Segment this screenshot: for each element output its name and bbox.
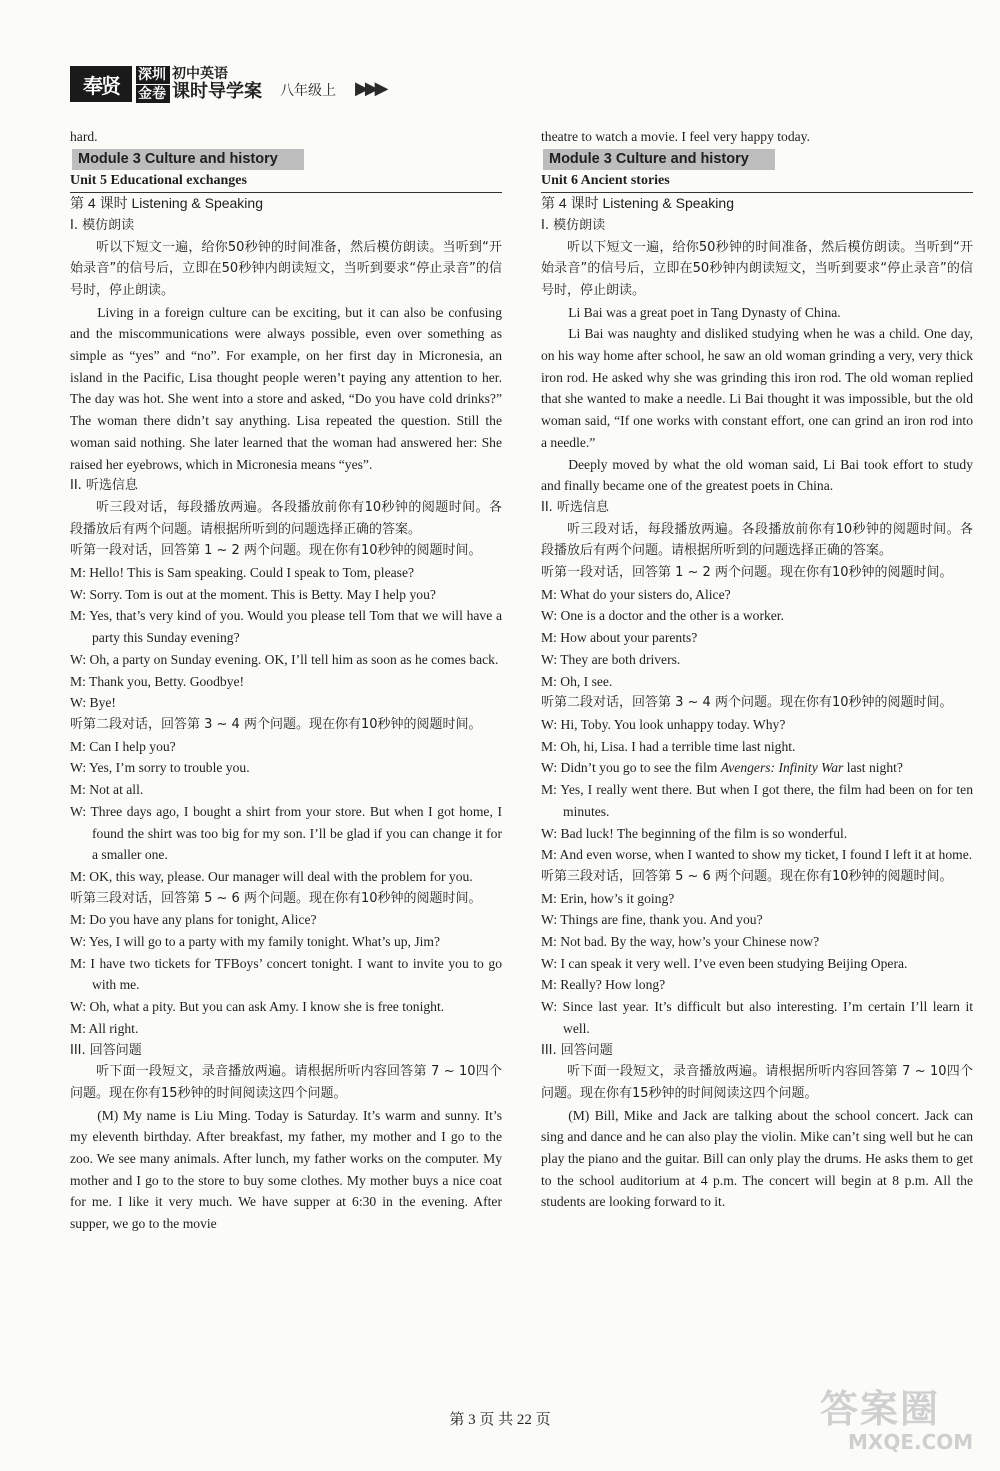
listening-passage: (M) Bill, Mike and Jack are talking about the school concert. Jack can sing and dance and he can also play the violin. Mike can’t sing well but he can play the piano and the guitar. Bill can only play the drums. He asks them to get to the school auditorium at 4 p.m. The concert will begin at 8 p.m. All the students are looking forward to it.: [541, 1107, 973, 1210]
dialogue-line: W: Things are fine, thank you. And you?: [541, 912, 763, 928]
film-title: Avengers: Infinity War: [720, 760, 844, 776]
dialogue-line: M: All right.: [70, 1020, 139, 1036]
instruction-text: 听下面一段短文，录音播放两遍。请根据所听内容回答第 7 ~ 10四个问题。现在你有15秒钟的时间阅读这四个问题。: [541, 1064, 973, 1101]
section-heading: III. 回答问题: [70, 1042, 142, 1058]
module-heading: Module 3 Culture and history: [543, 149, 775, 171]
dialogue-line: M: Oh, I see.: [541, 673, 613, 689]
dialogue-line: W: Since last year. It’s difficult but also interesting. I’m certain I’ll learn it well.: [541, 999, 973, 1036]
dialogue-line: W: Oh, a party on Sunday evening. OK, I’ll tell him as soon as he comes back.: [70, 651, 499, 667]
dialogue-line: W: Yes, I will go to a party with my family tonight. What’s up, Jim?: [70, 934, 441, 950]
dialogue-intro: 听第三段对话，回答第 5 ~ 6 两个问题。现在你有10秒钟的阅题时间。: [70, 890, 482, 906]
lesson-heading: 第 4 课时 Listening & Speaking: [70, 195, 263, 212]
dialogue-line: M: Can I help you?: [70, 738, 176, 754]
dialogue-line: W: They are both drivers.: [541, 651, 681, 667]
instruction-text: 听下面一段短文，录音播放两遍。请根据所听内容回答第 7 ~ 10四个问题。现在你有15秒钟的时间阅读这四个问题。: [70, 1064, 502, 1101]
dialogue-line: M: And even worse, when I wanted to show my ticket, I found I left it at home.: [541, 847, 973, 863]
instruction-text: 听以下短文一遍，给你50秒钟的时间准备，然后模仿朗读。当听到“开始录音”的信号后，立即在50秒钟内朗读短文，当听到要求“停止录音”的信号时，停止朗读。: [541, 239, 973, 298]
left-column: [70, 126, 502, 1235]
arrow-icon: ▶▶▶: [355, 78, 385, 98]
dialogue-line: M: Not at all.: [70, 782, 144, 798]
dialogue-line: W: Hi, Toby. You look unhappy today. Why?: [541, 716, 786, 732]
lesson-heading: 第 4 课时 Listening & Speaking: [541, 195, 734, 212]
dialogue-line: M: How about your parents?: [541, 630, 698, 646]
dialogue-line: M: What do your sisters do, Alice?: [541, 586, 731, 602]
dialogue-intro: 听第二段对话，回答第 3 ~ 4 两个问题。现在你有10秒钟的阅题时间。: [541, 695, 953, 711]
instruction-text: 听三段对话，每段播放两遍。各段播放前你有10秒钟的阅题时间。各段播放后有两个问题。请根据所听到的问题选择正确的答案。: [70, 499, 502, 537]
dialogue-line: M: Thank you, Betty. Goodbye!: [70, 673, 245, 689]
section-heading: I. 模仿朗读: [70, 217, 135, 233]
brand-badge: 深圳 金卷: [136, 66, 170, 102]
dialogue-intro: 听第一段对话，回答第 1 ~ 2 两个问题。现在你有10秒钟的阅题时间。: [541, 565, 953, 581]
instruction-text: 听以下短文一遍，给你50秒钟的时间准备，然后模仿朗读。当听到“开始录音”的信号后，立即在50秒钟内朗读短文，当听到要求“停止录音”的信号时，停止朗读。: [70, 239, 502, 298]
right-column: [541, 126, 973, 1213]
dialogue-line: W: Sorry. Tom is out at the moment. This is Betty. May I help you?: [70, 586, 436, 602]
dialogue-line: M: Yes, I really went there. But when I got there, the film had been on for ten minutes.: [541, 782, 973, 819]
brand-title: 初中英语 课时导学案: [172, 66, 262, 102]
watermark-url: MXQE.COM: [848, 1430, 974, 1454]
unit-heading: Unit 5 Educational exchanges: [70, 170, 502, 193]
dialogue-line: M: OK, this way, please. Our manager will deal with the problem for you.: [70, 868, 473, 884]
dialogue-line: M: Do you have any plans for tonight, Alice?: [70, 912, 317, 928]
module-heading: Module 3 Culture and history: [72, 149, 304, 171]
watermark-logo: 答案圈: [820, 1387, 941, 1431]
dialogue-line: W: I can speak it very well. I’ve even been studying Beijing Opera.: [541, 955, 908, 971]
dialogue-line: M: Erin, how’s it going?: [541, 890, 675, 906]
dialogue-line: M: Really? How long?: [541, 977, 666, 993]
dialogue-line: M: Oh, hi, Lisa. I had a terrible time last night.: [541, 738, 796, 754]
instruction-text: 听三段对话，每段播放两遍。各段播放前你有10秒钟的阅题时间。各段播放后有两个问题。请根据所听到的问题选择正确的答案。: [541, 521, 973, 559]
dialogue-line: M: Not bad. By the way, how’s your Chinese now?: [541, 934, 820, 950]
grade-label: 八年级上: [280, 83, 336, 99]
dialogue-line: M: Hello! This is Sam speaking. Could I speak to Tom, please?: [70, 565, 415, 581]
dialogue-line: W: Three days ago, I bought a shirt from your store. But when I got home, I found the shirt was too big for my son. I’ll be glad if you can change it for a smaller one.: [70, 803, 502, 863]
dialogue-line: M: I have two tickets for TFBoys’ concert tonight. I want to invite you to go with me.: [70, 955, 502, 993]
reading-passage: Li Bai was naughty and disliked studying when he was a child. One day, on his way home after school, he saw an old woman grinding a very, very thick iron rod. He asked why she was grinding this iron rod. The old woman replied that she wanted to make a needle. Li Bai thought it was impossible, but the old woman said, “If one works with constant effort, one can grind an iron rod into a needle.”: [541, 326, 973, 450]
dialogue-intro: 听第二段对话，回答第 3 ~ 4 两个问题。现在你有10秒钟的阅题时间。: [70, 716, 482, 732]
section-heading: III. 回答问题: [541, 1042, 613, 1058]
dialogue-line: M: Yes, that’s very kind of you. Would you please tell Tom that we will have a party this Sunday evening?: [70, 608, 502, 646]
reading-passage: Living in a foreign culture can be exciting, but it can also be confusing and the miscommunications were always possible, even over something as simple as “yes” and “no”. For example, on her first day in Micronesia, an island in the Pacific, Lisa thought people weren’t paying any attention to her. The day was hot. She went into a store and asked, “Do you have cold drinks?” The woman there didn’t say anything. Lisa repeated the question. Still the woman said nothing. She later learned that the woman had answered her: She raised her eyebrows, which in Micronesia means “yes”.: [70, 304, 502, 472]
listening-passage: (M) My name is Liu Ming. Today is Saturday. It’s warm and sunny. It’s my eleventh birthday. After breakfast, my father, my mother and I go to the zoo. We see many animals. After lunch, my father works on the computer. My mother and I go to the store to buy some clothes. My mother buys a nice coat for me. I like it very much. We have supper at 6:30 in the evening. After supper, we go to the movie: [70, 1107, 502, 1232]
dialogue-line: W: Oh, what a pity. But you can ask Amy. I know she is free tonight.: [70, 999, 445, 1015]
page-number: 第 3 页 共 22 页: [449, 1412, 551, 1428]
dialogue-line: W: Yes, I’m sorry to trouble you.: [70, 760, 250, 776]
brand-logo: 奉贤: [70, 66, 132, 102]
continued-text: theatre to watch a movie. I feel very happy today.: [541, 129, 810, 144]
section-heading: I. 模仿朗读: [541, 217, 606, 233]
dialogue-intro: 听第三段对话，回答第 5 ~ 6 两个问题。现在你有10秒钟的阅题时间。: [541, 868, 953, 884]
section-heading: II. 听选信息: [541, 499, 609, 515]
unit-heading: Unit 6 Ancient stories: [541, 170, 973, 193]
reading-passage: Li Bai was a great poet in Tang Dynasty of China.: [568, 304, 841, 320]
dialogue-line: W: One is a doctor and the other is a worker.: [541, 608, 784, 624]
dialogue-line: W: Didn’t you go to see the film Avengers: Infinity War last night?: [541, 760, 903, 776]
page-header: [70, 66, 400, 104]
section-heading: II. 听选信息: [70, 478, 138, 494]
dialogue-intro: 听第一段对话，回答第 1 ~ 2 两个问题。现在你有10秒钟的阅题时间。: [70, 543, 482, 559]
reading-passage: Deeply moved by what the old woman said, Li Bai took effort to study and finally became one of the greatest poets in China.: [541, 456, 973, 494]
dialogue-line: W: Bye!: [70, 695, 116, 711]
dialogue-line: W: Bad luck! The beginning of the film is so wonderful.: [541, 825, 848, 841]
continued-text: hard.: [70, 129, 98, 144]
